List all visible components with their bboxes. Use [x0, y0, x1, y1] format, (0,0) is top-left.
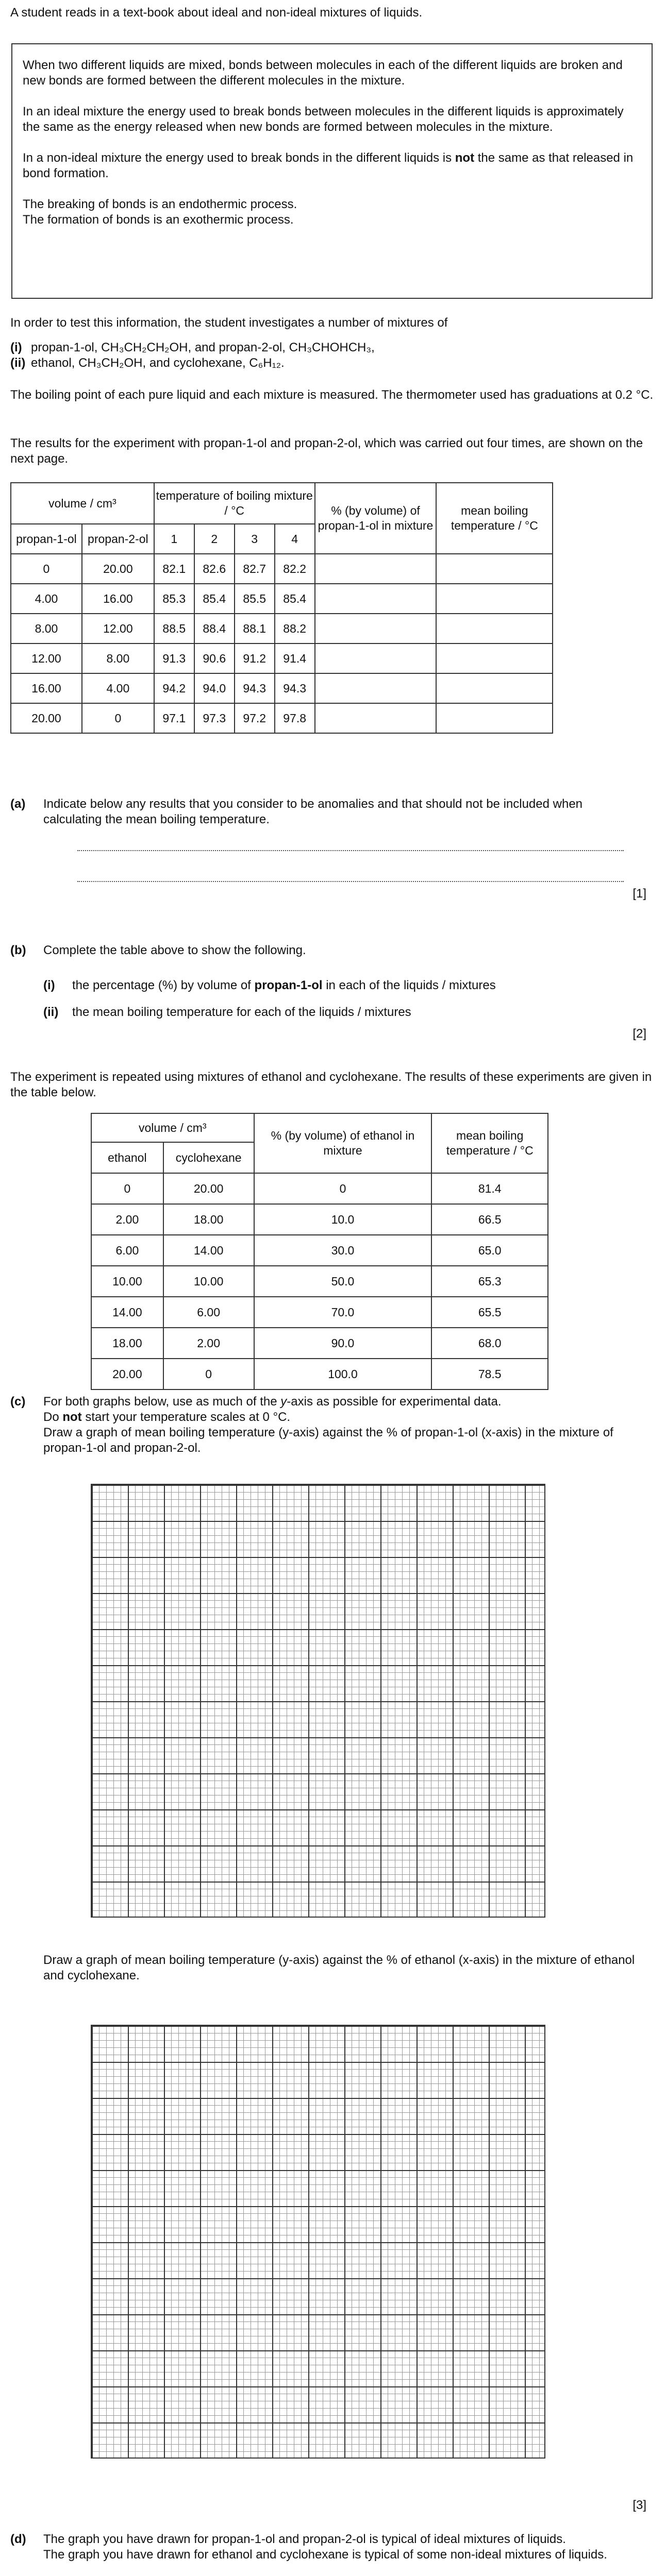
- cell: 20.00: [82, 554, 154, 584]
- cell: 6.00: [91, 1235, 163, 1266]
- answer-line-a2[interactable]: [77, 881, 624, 882]
- cell: 94.0: [194, 673, 235, 703]
- cell: 88.5: [154, 614, 194, 643]
- cell: 94.3: [235, 673, 275, 703]
- cell: 14.00: [163, 1235, 254, 1266]
- cell: 0: [254, 1173, 432, 1204]
- extract-paragraph-1: When two different liquids are mixed, bonds between molecules in each of the different liquids are broken and new bonds are formed between the different molecules in the mixture.: [23, 58, 623, 88]
- cell: 90.6: [194, 643, 235, 673]
- header-propan-1-ol: propan-1-ol: [11, 524, 82, 554]
- mean-answer-cell[interactable]: [436, 643, 553, 673]
- question-c-line-1: For both graphs below, use as much of the y-axis as possible for experimental data.: [43, 1395, 502, 1409]
- cell: 10.00: [91, 1266, 163, 1297]
- intro-text: A student reads in a text-book about ideal and non-ideal mixtures of liquids.: [10, 6, 423, 20]
- cell: 16.00: [11, 673, 82, 703]
- question-c-line-4: Draw a graph of mean boiling temperature (y-axis) against the % of ethanol (x-axis) in the mixture of ethanol and cyclohexane.: [43, 1953, 635, 1982]
- header-run-3: 3: [235, 524, 275, 554]
- cell: 20.00: [11, 703, 82, 733]
- question-b: (b) Complete the table above to show the following.: [10, 943, 655, 958]
- marks-a: [1]: [632, 887, 646, 901]
- cell: 16.00: [82, 584, 154, 614]
- cell: 85.5: [235, 584, 275, 614]
- cell: 94.3: [275, 673, 315, 703]
- cell: 91.4: [275, 643, 315, 673]
- cell: 0: [91, 1173, 163, 1204]
- extract-paragraph-2: In an ideal mixture the energy used to break bonds between molecules in the different liquids is approximately the same as the energy released when new bonds are formed between molecules in the mixture.: [23, 105, 624, 134]
- cell: 82.7: [235, 554, 275, 584]
- question-b-text: Complete the table above to show the following.: [43, 943, 306, 957]
- cell: 65.5: [431, 1297, 548, 1328]
- cell: 85.4: [194, 584, 235, 614]
- mixture-item-i: (i) propan-1-ol, CH₃CH₂CH₂OH, and propan-2-ol, CH₃CHOHCH₃,: [10, 341, 375, 354]
- header-percent-ethanol: % (by volume) of ethanol in mixture: [254, 1113, 432, 1173]
- header-mean: mean boiling temperature / °C: [436, 483, 553, 554]
- question-a-text: Indicate below any results that you consider to be anomalies and that should not be included when calculating the mean boiling temperature.: [43, 797, 583, 826]
- cell: 4.00: [11, 584, 82, 614]
- cell: 82.1: [154, 554, 194, 584]
- cell: 100.0: [254, 1359, 432, 1389]
- textbook-extract-box: [11, 43, 653, 299]
- cell: 12.00: [82, 614, 154, 643]
- marks-c: [3]: [632, 2498, 646, 2512]
- cell: 85.3: [154, 584, 194, 614]
- question-c-line-2: Do not start your temperature scales at 0 °C.: [43, 1410, 291, 1424]
- cell: 70.0: [254, 1297, 432, 1328]
- extract-paragraph-4: The breaking of bonds is an endothermic process. The formation of bonds is an exothermic process.: [23, 197, 297, 227]
- cell: 65.3: [431, 1266, 548, 1297]
- table-row: [91, 1328, 548, 1359]
- results-text: The results for the experiment with propan-1-ol and propan-2-ol, which was carried out four times, are shown on the next page.: [10, 436, 643, 466]
- mean-answer-cell[interactable]: [436, 614, 553, 643]
- cell: 30.0: [254, 1235, 432, 1266]
- header-mean: mean boiling temperature / °C: [431, 1113, 548, 1173]
- mean-answer-cell[interactable]: [436, 673, 553, 703]
- percent-answer-cell[interactable]: [315, 643, 437, 673]
- cell: 10.0: [254, 1204, 432, 1235]
- percent-answer-cell[interactable]: [315, 703, 437, 733]
- header-cyclohexane: cyclohexane: [163, 1142, 254, 1173]
- cell: 88.4: [194, 614, 235, 643]
- answer-line-a1[interactable]: [77, 850, 624, 851]
- cell: 50.0: [254, 1266, 432, 1297]
- table-row: [91, 1173, 548, 1204]
- cell: 91.3: [154, 643, 194, 673]
- cell: 0: [82, 703, 154, 733]
- cell: 97.8: [275, 703, 315, 733]
- percent-answer-cell[interactable]: [315, 584, 437, 614]
- cell: 12.00: [11, 643, 82, 673]
- cell: 88.1: [235, 614, 275, 643]
- question-d: (d) The graph you have drawn for propan-1-ol and propan-2-ol is typical of ideal mixtures of liquids. The graph you have drawn for ethanol and cyclohexane is typical of some non-ideal mixtures of liquids.: [10, 2532, 655, 2563]
- table-row: [91, 1297, 548, 1328]
- cell: 94.2: [154, 673, 194, 703]
- investigate-text: In order to test this information, the student investigates a number of mixtures of: [10, 316, 448, 330]
- cell: 14.00: [91, 1297, 163, 1328]
- ethanol-results-table: [91, 1113, 548, 1390]
- header-run-2: 2: [194, 524, 235, 554]
- cell: 8.00: [82, 643, 154, 673]
- boiling-text: The boiling point of each pure liquid and each mixture is measured. The thermometer used has graduations at 0.2 °C.: [10, 388, 654, 402]
- cell: 0: [11, 554, 82, 584]
- mixture-item-ii: (ii) ethanol, CH₃CH₂OH, and cyclohexane, C₆H₁₂.: [10, 356, 285, 370]
- cell: 66.5: [431, 1204, 548, 1235]
- cell: 97.1: [154, 703, 194, 733]
- table-row: [91, 1204, 548, 1235]
- percent-answer-cell[interactable]: [315, 614, 437, 643]
- cell: 97.3: [194, 703, 235, 733]
- header-volume: volume / cm³: [11, 483, 154, 524]
- header-run-4: 4: [275, 524, 315, 554]
- marks-b: [2]: [632, 1027, 646, 1041]
- cell: 2.00: [163, 1328, 254, 1359]
- cell: 4.00: [82, 673, 154, 703]
- cell: 20.00: [163, 1173, 254, 1204]
- question-c: (c) For both graphs below, use as much of the y-axis as possible for experimental data. Do not start your temperature scales at 0 °C. Draw a graph of mean boiling temperature (y-axis) against the % of propan-1-ol (x-axis) in the mixture of propan-1-ol and propan-2-ol.: [10, 1394, 655, 1456]
- header-ethanol: ethanol: [91, 1142, 163, 1173]
- cell: 81.4: [431, 1173, 548, 1204]
- cell: 91.2: [235, 643, 275, 673]
- cell: 18.00: [163, 1204, 254, 1235]
- cell: 20.00: [91, 1359, 163, 1389]
- question-d-paragraph-2: The graph you have drawn for ethanol and cyclohexane is typical of some non-ideal mixtures of liquids.: [43, 2548, 607, 2562]
- mean-answer-cell[interactable]: [436, 584, 553, 614]
- percent-answer-cell[interactable]: [315, 673, 437, 703]
- cell: 78.5: [431, 1359, 548, 1389]
- cell: 88.2: [275, 614, 315, 643]
- question-b-i: (i) the percentage (%) by volume of propan-1-ol in each of the liquids / mixtures: [43, 978, 496, 992]
- propanol-results-table: [10, 482, 656, 734]
- cell: 0: [163, 1359, 254, 1389]
- cell: 82.6: [194, 554, 235, 584]
- cell: 18.00: [91, 1328, 163, 1359]
- extract-paragraph-3: In a non-ideal mixture the energy used to break bonds in the different liquids is not the same as that released in bond formation.: [23, 151, 634, 180]
- question-b-ii: (ii) the mean boiling temperature for each of the liquids / mixtures: [43, 1005, 411, 1019]
- header-run-1: 1: [154, 524, 194, 554]
- cell: 65.0: [431, 1235, 548, 1266]
- mixture-list: [10, 340, 655, 371]
- header-temperature: temperature of boiling mixture / °C: [154, 483, 315, 524]
- cell: 8.00: [11, 614, 82, 643]
- question-d-paragraph-1: The graph you have drawn for propan-1-ol and propan-2-ol is typical of ideal mixtures of liquids.: [43, 2532, 566, 2546]
- table-row: [91, 1235, 548, 1266]
- question-a: (a) Indicate below any results that you consider to be anomalies and that should not be included when calculating the mean boiling temperature.: [10, 796, 655, 827]
- mean-answer-cell[interactable]: [436, 554, 553, 584]
- cell: 82.2: [275, 554, 315, 584]
- repeat-text: The experiment is repeated using mixtures of ethanol and cyclohexane. The results of these experiments are given in the table below.: [10, 1070, 652, 1099]
- cell: 97.2: [235, 703, 275, 733]
- cell: 85.4: [275, 584, 315, 614]
- cell: 10.00: [163, 1266, 254, 1297]
- cell: 2.00: [91, 1204, 163, 1235]
- percent-answer-cell[interactable]: [315, 554, 437, 584]
- header-propan-2-ol: propan-2-ol: [82, 524, 154, 554]
- cell: 6.00: [163, 1297, 254, 1328]
- header-volume: volume / cm³: [91, 1113, 254, 1142]
- graph-grid-ethanol[interactable]: [91, 2025, 545, 2459]
- graph-grid-propanol[interactable]: [91, 1484, 545, 1918]
- table-row: [91, 1266, 548, 1297]
- cell: 90.0: [254, 1328, 432, 1359]
- table-row: [91, 1359, 548, 1389]
- mean-answer-cell[interactable]: [436, 703, 553, 733]
- header-percent: % (by volume) of propan-1-ol in mixture: [315, 483, 437, 554]
- question-c-line-3: Draw a graph of mean boiling temperature (y-axis) against the % of propan-1-ol (x-axis) in the mixture of propan-1-ol and propan-2-ol.: [43, 1426, 613, 1455]
- cell: 68.0: [431, 1328, 548, 1359]
